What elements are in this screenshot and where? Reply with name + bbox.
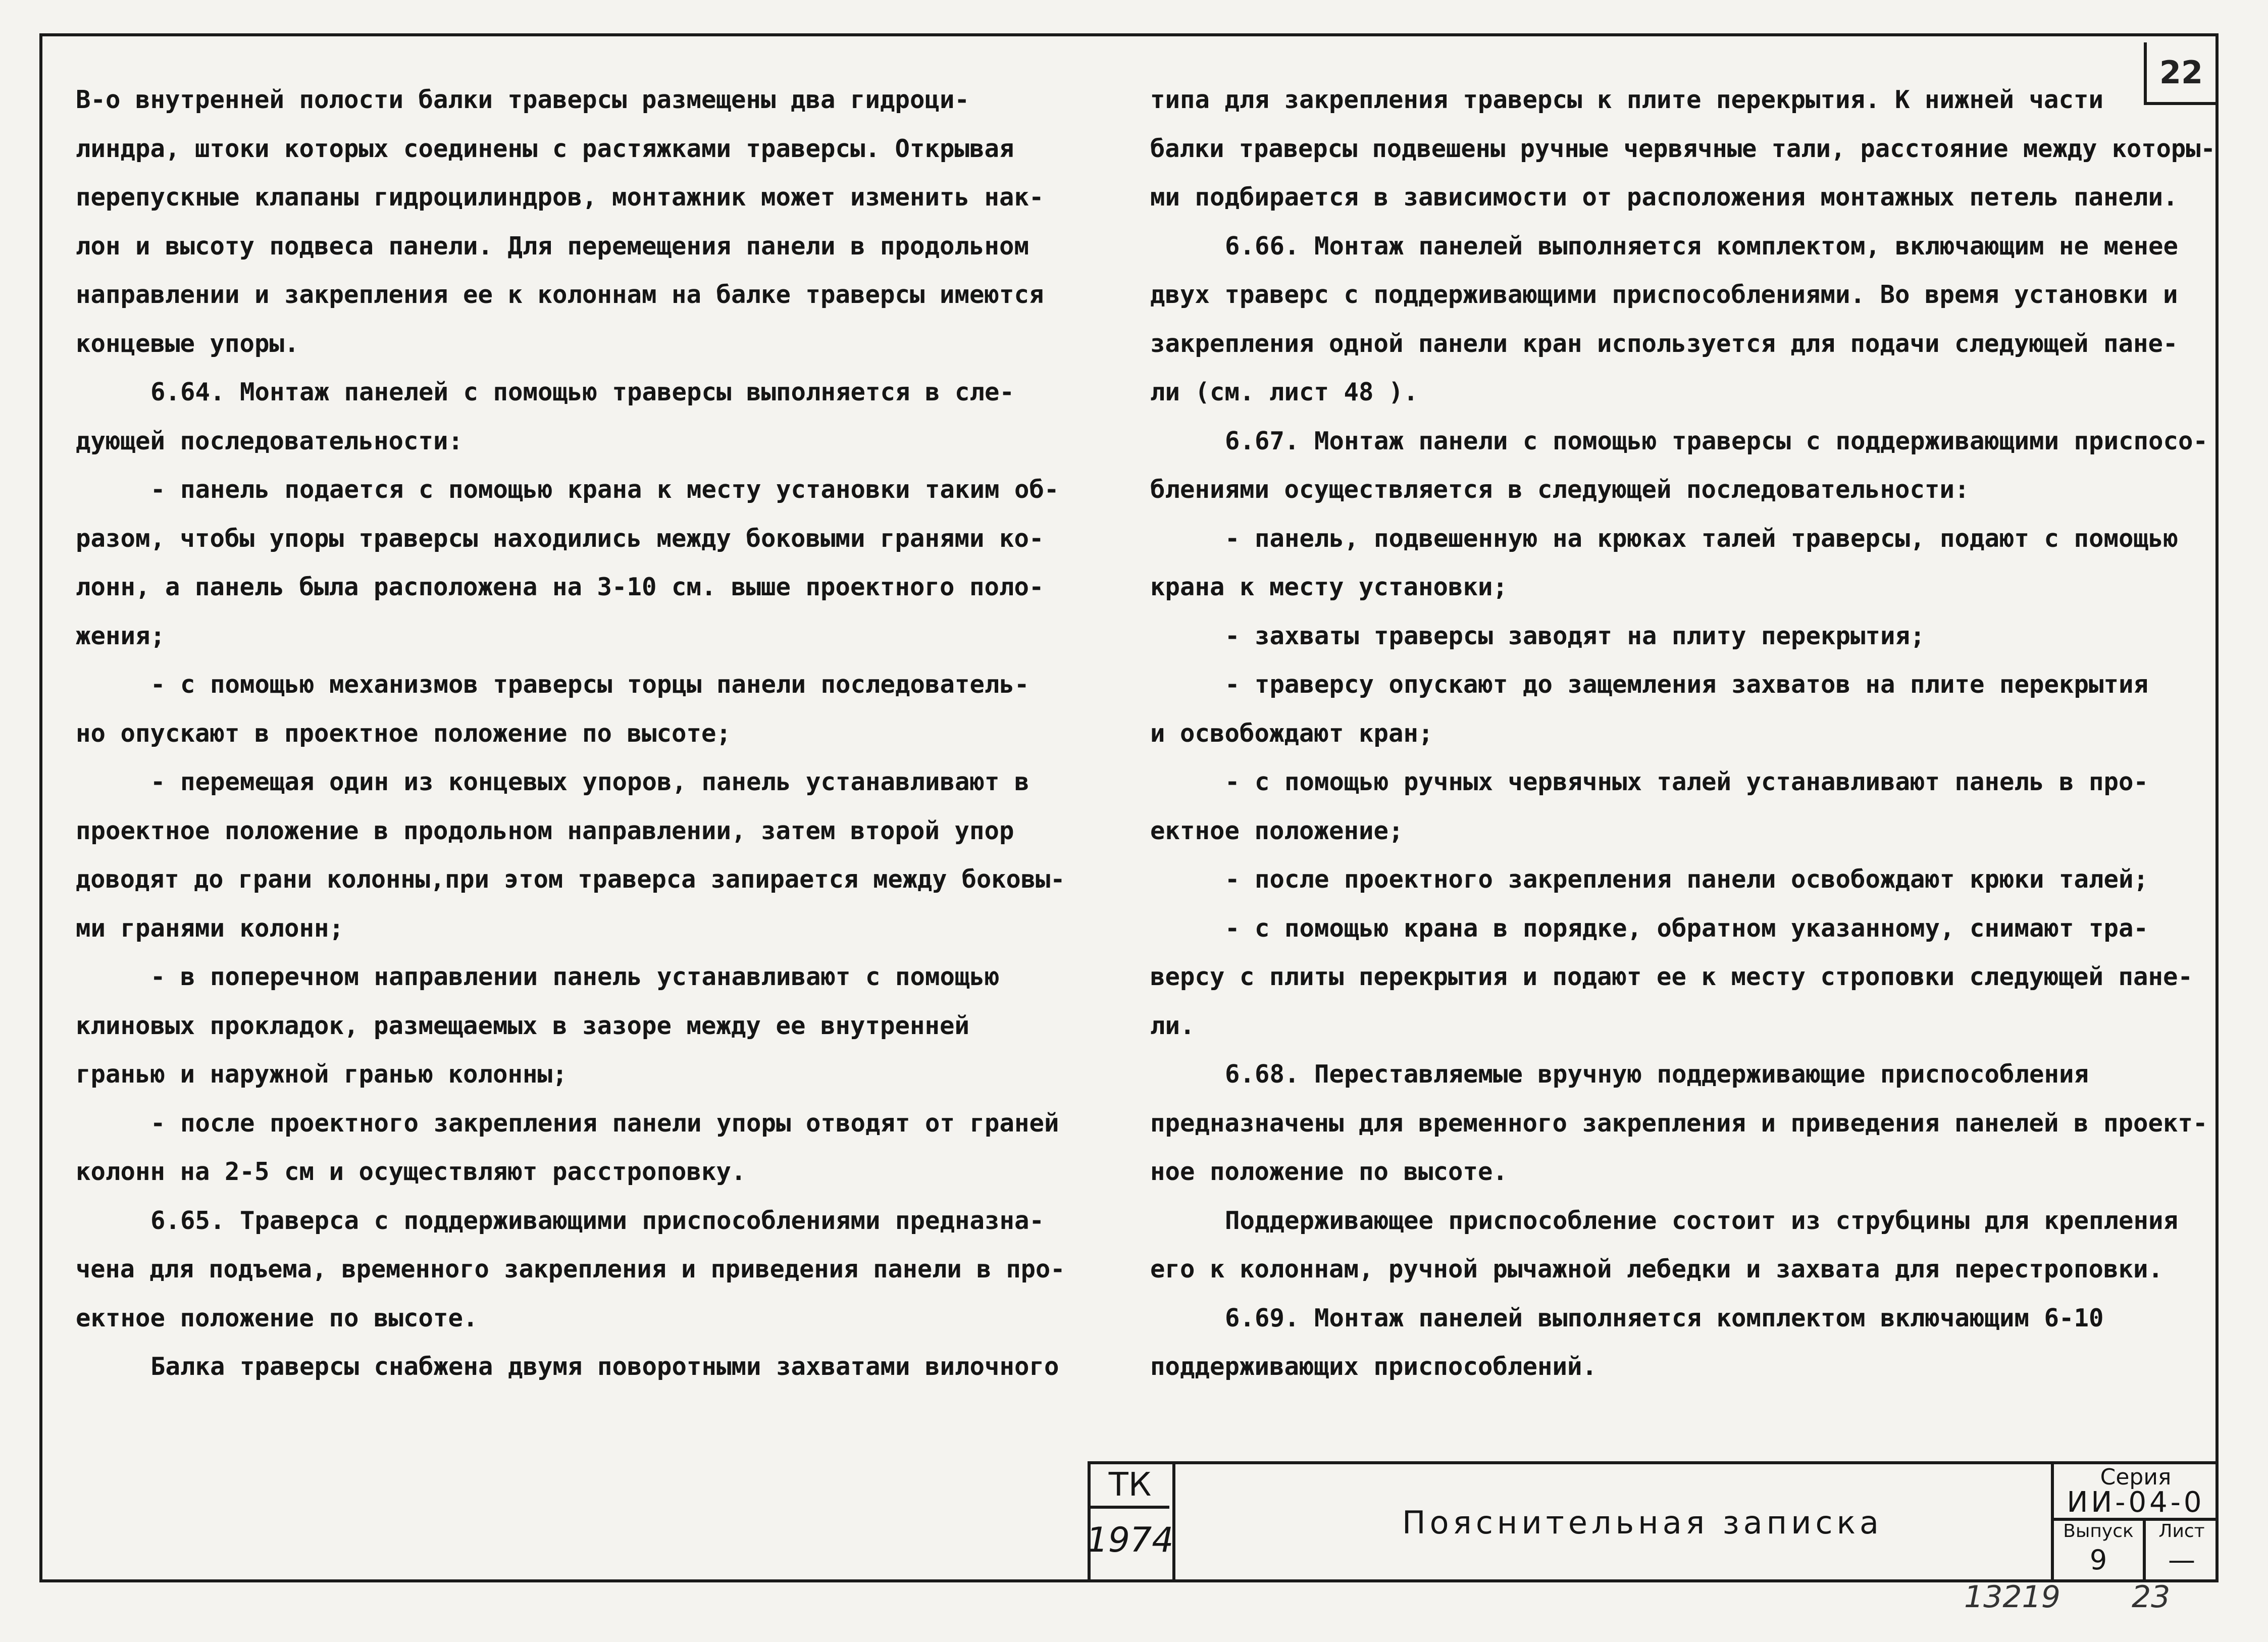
text-line: - траверсу опускают до защемления захватов на плите перекрытия: [1225, 670, 2149, 699]
issue-label: Выпуск: [2063, 1521, 2134, 1542]
text-line: 6.66. Монтаж панелей выполняется комплектом, включающим не менее: [1225, 231, 2179, 261]
title-block: [1088, 1461, 2218, 1580]
text-line: балки траверсы подвешены ручные червячные тали, расстояние между которы-: [1150, 134, 2215, 163]
right-text-column: [1150, 76, 2215, 1392]
text-line: ное положение по высоте.: [1150, 1157, 1508, 1186]
text-line: ли.: [1150, 1011, 1195, 1040]
title-block-org-cell: [1086, 1464, 1175, 1580]
text-line: колонн на 2-5 см и осуществляют расстроповку.: [76, 1157, 746, 1186]
text-line: двух траверс с поддерживающими приспособлениями. Во время установки и: [1150, 280, 2178, 309]
text-line: версу с плиты перекрытия и подают ее к месту строповки следующей пане-: [1150, 962, 2193, 991]
text-line: 6.69. Монтаж панелей выполняется комплектом включающим 6-10: [1225, 1303, 2104, 1332]
text-line: Поддерживающее приспособление состоит из струбцины для крепления: [1225, 1206, 2179, 1235]
text-line: крана к месту установки;: [1150, 573, 1508, 601]
text-line: ми подбирается в зависимости от расположения монтажных петель панели.: [1150, 183, 2178, 212]
text-line: - после проектного закрепления панели освобождают крюки талей;: [1225, 865, 2149, 894]
title-block-info: [2051, 1464, 2218, 1580]
org-code: ТК: [1091, 1464, 1169, 1509]
text-line: 6.64. Монтаж панелей с помощью траверсы выполняется в сле-: [150, 378, 1015, 406]
text-line: дующей последовательности:: [76, 426, 463, 455]
text-line: - с помощью ручных червячных талей устанавливают панель в про-: [1225, 767, 2149, 796]
series-value: ИИ-04-0: [2067, 1486, 2205, 1519]
text-line: чена для подъема, временного закрепления и приведения панели в про-: [76, 1255, 1065, 1284]
document-title: Пояснительная записка: [1402, 1504, 1883, 1541]
issue-value: 9: [2089, 1544, 2107, 1576]
text-line: его к колоннам, ручной рычажной лебедки и захвата для перестроповки.: [1150, 1255, 2163, 1284]
text-line: жения;: [76, 621, 166, 650]
text-line: предназначены для временного закрепления и приведения панелей в проект-: [1150, 1108, 2208, 1138]
page-number: 23: [2132, 1579, 2171, 1615]
text-line: ектное положение;: [1150, 816, 1404, 845]
text-line: линдра, штоки которых соединены с растяжками траверсы. Открывая: [76, 134, 1014, 163]
sheet-number: 22: [2144, 42, 2215, 105]
text-line: типа для закрепления траверсы к плите перекрытия. К нижней части: [1150, 85, 2104, 114]
text-line: - в поперечном направлении панель устанавливают с помощью: [150, 962, 1000, 991]
text-line: и освобождают кран;: [1150, 719, 1433, 748]
text-line: разом, чтобы упоры траверсы находились между боковыми гранями ко-: [76, 524, 1044, 553]
text-line: проектное положение в продольном направлении, затем второй упор: [76, 816, 1014, 845]
text-line: но опускают в проектное положение по высоте;: [76, 719, 732, 748]
series-label: Серия: [2100, 1464, 2172, 1490]
text-line: закрепления одной панели кран используется для подачи следующей пане-: [1150, 329, 2178, 358]
text-line: Балка траверсы снабжена двумя поворотными захватами вилочного: [150, 1352, 1059, 1381]
text-line: - после проектного закрепления панели упоры отводят от граней: [150, 1108, 1059, 1138]
text-line: - панель подается с помощью крана к месту установки таким об-: [150, 475, 1059, 504]
text-line: перепускные клапаны гидроцилиндров, монтажник может изменить нак-: [76, 183, 1044, 212]
archive-number: 13219: [1964, 1579, 2060, 1615]
text-line: ли (см. лист 48 ).: [1150, 378, 1419, 406]
text-line: лонн, а панель была расположена на 3-10 см. выше проектного поло-: [76, 573, 1044, 601]
text-line: гранью и наружной гранью колонны;: [76, 1060, 568, 1089]
text-line: поддерживающих приспособлений.: [1150, 1352, 1597, 1381]
sheet-label: Лист: [2158, 1521, 2205, 1542]
text-line: ми гранями колонн;: [76, 913, 344, 943]
text-line: доводят до грани колонны,при этом траверса запирается между боковы-: [76, 865, 1065, 894]
text-line: ектное положение по высоте.: [76, 1303, 478, 1332]
text-line: - перемещая один из концевых упоров, панель устанавливают в: [150, 767, 1029, 796]
text-line: В-о внутренней полости балки траверсы размещены два гидроци-: [76, 85, 970, 114]
text-line: концевые упоры.: [76, 329, 299, 358]
text-line: - с помощью механизмов траверсы торцы панели последователь-: [150, 670, 1029, 699]
text-line: лон и высоту подвеса панели. Для перемещения панели в продольном: [76, 231, 1029, 261]
text-line: блениями осуществляется в следующей последовательности:: [1150, 475, 1970, 504]
sheet-value: —: [2168, 1544, 2195, 1576]
text-line: клиновых прокладок, размещаемых в зазоре между ее внутренней: [76, 1011, 970, 1040]
text-line: 6.67. Монтаж панели с помощью траверсы с поддерживающими приспосо-: [1225, 426, 2208, 455]
text-line: 6.65. Траверса с поддерживающими приспособлениями предназна-: [150, 1206, 1045, 1235]
text-line: направлении и закрепления ее к колоннам на балке траверсы имеются: [76, 280, 1044, 309]
text-line: - панель, подвешенную на крюках талей траверсы, подают с помощью: [1225, 524, 2179, 553]
left-text-column: [76, 76, 1065, 1392]
text-line: - с помощью крана в порядке, обратном указанному, снимают тра-: [1225, 913, 2149, 943]
year: 1974: [1086, 1520, 1174, 1560]
text-line: - захваты траверсы заводят на плиту перекрытия;: [1225, 621, 1925, 650]
text-line: 6.68. Переставляемые вручную поддерживающие приспособления: [1225, 1060, 2089, 1089]
